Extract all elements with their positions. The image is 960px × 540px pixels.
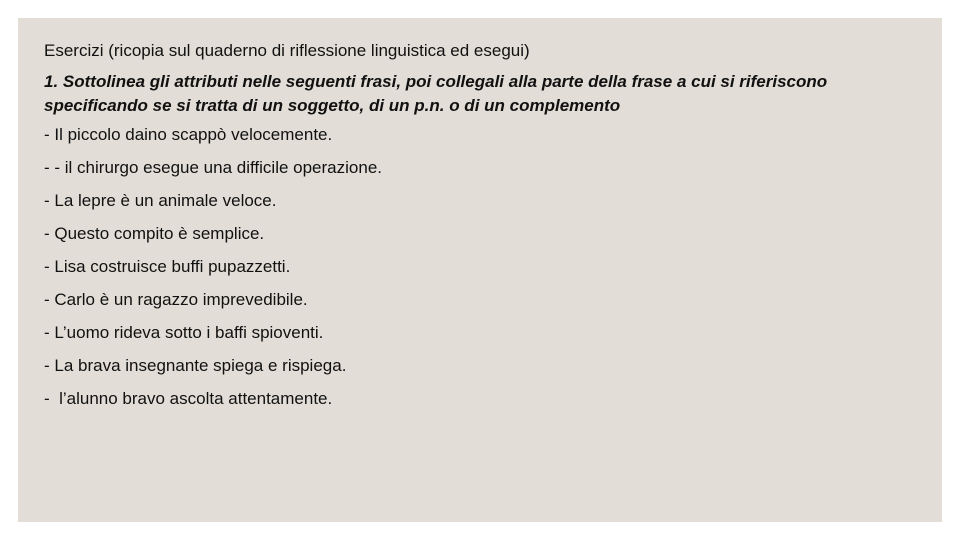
task-instruction: 1. Sottolinea gli attributi nelle seguenti frasi, poi collegali alla parte della frase a cui si riferiscono specificando se si tratta di un soggetto, di un p.n. o di un complemento [44, 72, 828, 115]
sentence-list [44, 124, 924, 410]
sentence-item: - - il chirurgo esegue una difficile operazione. [44, 158, 382, 177]
sentence-item: - Il piccolo daino scappò velocemente. [44, 125, 333, 144]
slide-content [44, 40, 924, 421]
sentence-item: - Carlo è un ragazzo imprevedibile. [44, 290, 308, 309]
sentence-item: - Lisa costruisce buffi pupazzetti. [44, 257, 291, 276]
sentence-item: - L’uomo rideva sotto i baffi spioventi. [44, 323, 324, 342]
sentence-item: - La lepre è un animale veloce. [44, 191, 277, 210]
sentence-item: - Questo compito è semplice. [44, 224, 265, 243]
exercise-heading: Esercizi (ricopia sul quaderno di riflessione linguistica ed esegui) [44, 41, 530, 60]
slide [18, 18, 942, 522]
sentence-item: - La brava insegnante spiega e rispiega. [44, 356, 347, 375]
sentence-item: - l’alunno bravo ascolta attentamente. [44, 389, 333, 408]
